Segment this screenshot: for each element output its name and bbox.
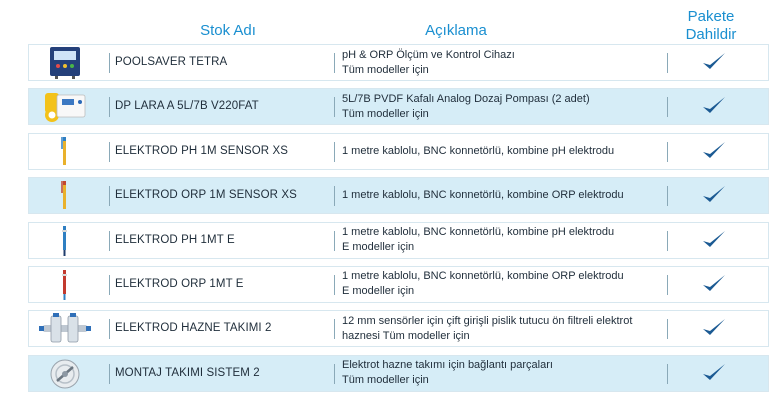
column-separator — [667, 186, 668, 206]
table-row — [28, 266, 769, 303]
table-row — [28, 310, 769, 347]
column-separator — [334, 186, 335, 206]
table-row — [28, 88, 769, 125]
stock-name: ELEKTROD ORP 1MT E — [115, 277, 244, 290]
control-device-image — [35, 46, 95, 79]
description — [342, 356, 687, 391]
table-row — [28, 133, 769, 170]
column-separator — [109, 53, 110, 73]
description-line: pH & ORP Ölçüm ve Kontrol Cihazı — [342, 48, 515, 61]
description-line: 12 mm sensörler için çift girişli pislik tutucu ön filtreli elektrot — [342, 314, 633, 327]
stock-name: POOLSAVER TETRA — [115, 56, 228, 68]
stock-name: DP LARA A 5L/7B V220FAT — [115, 100, 259, 113]
column-header-description: Açıklama — [425, 22, 487, 39]
column-header-included — [678, 8, 744, 44]
ph-electrode-image — [35, 135, 95, 168]
stock-name: ELEKTROD PH 1M SENSOR XS — [115, 144, 289, 157]
column-header-included-line2: Dahildir — [685, 26, 737, 43]
description-line: 1 metre kablolu, BNC konnetörlü, kombine pH elektrodu — [342, 144, 615, 157]
checkmark-icon — [701, 272, 727, 296]
column-separator — [334, 97, 335, 117]
table-row — [28, 44, 769, 81]
orp-electrode-e-image — [35, 268, 95, 301]
stock-name: MONTAJ TAKIMI SISTEM 2 — [115, 366, 260, 379]
description-line: Elektrot hazne takımı için bağlantı parçaları — [342, 359, 553, 372]
column-separator — [667, 275, 668, 295]
checkmark-icon — [701, 183, 727, 207]
description-line: Tüm modeller için — [342, 374, 429, 387]
column-header-stock-name: Stok Adı — [200, 22, 256, 39]
column-separator — [667, 231, 668, 251]
description — [342, 89, 687, 124]
column-separator — [109, 364, 110, 384]
column-separator — [667, 364, 668, 384]
description — [342, 178, 687, 213]
column-separator — [334, 53, 335, 73]
description — [342, 267, 687, 302]
column-separator — [109, 142, 110, 162]
table-row — [28, 355, 769, 392]
description-line: E modeller için — [342, 241, 415, 254]
checkmark-icon — [701, 316, 727, 340]
checkmark-icon — [701, 139, 727, 163]
description — [342, 223, 687, 258]
stock-name: ELEKTROD HAZNE TAKIMI 2 — [115, 322, 272, 335]
description-line: 1 metre kablolu, BNC konnetörlü, kombine ORP elektrodu — [342, 189, 624, 202]
ph-electrode-e-image — [35, 224, 95, 257]
description — [342, 311, 687, 346]
description-line: 1 metre kablolu, BNC konnetörlü, kombine pH elektrodu — [342, 226, 615, 239]
checkmark-icon — [701, 94, 727, 118]
checkmark-icon — [701, 228, 727, 252]
column-separator — [109, 275, 110, 295]
dosing-pump-image — [35, 90, 95, 123]
description-line: Tüm modeller için — [342, 63, 429, 76]
column-separator — [334, 231, 335, 251]
column-separator — [667, 53, 668, 73]
mounting-kit-image — [35, 357, 95, 390]
stock-name: ELEKTROD PH 1MT E — [115, 233, 235, 246]
table-row — [28, 222, 769, 259]
description — [342, 134, 687, 169]
stock-name: ELEKTROD ORP 1M SENSOR XS — [115, 189, 297, 202]
checkmark-icon — [701, 361, 727, 385]
table-row — [28, 177, 769, 214]
column-separator — [109, 186, 110, 206]
column-separator — [334, 364, 335, 384]
column-separator — [667, 142, 668, 162]
orp-electrode-image — [35, 179, 95, 212]
description — [342, 45, 687, 80]
column-separator — [334, 142, 335, 162]
product-table — [28, 44, 769, 399]
description-line: 5L/7B PVDF Kafalı Analog Dozaj Pompası (2 adet) — [342, 92, 590, 105]
column-header-included-line1: Pakete — [687, 8, 735, 25]
description-line: Tüm modeller için — [342, 107, 429, 120]
description-line: haznesi Tüm modeller için — [342, 329, 470, 342]
column-separator — [109, 97, 110, 117]
description-line: 1 metre kablolu, BNC konnetörlü, kombine ORP elektrodu — [342, 270, 624, 283]
column-separator — [109, 319, 110, 339]
electrode-chamber-image — [35, 312, 95, 345]
column-separator — [667, 319, 668, 339]
column-separator — [334, 319, 335, 339]
checkmark-icon — [701, 50, 727, 74]
column-separator — [667, 97, 668, 117]
description-line: E modeller için — [342, 285, 415, 298]
column-separator — [334, 275, 335, 295]
column-separator — [109, 231, 110, 251]
